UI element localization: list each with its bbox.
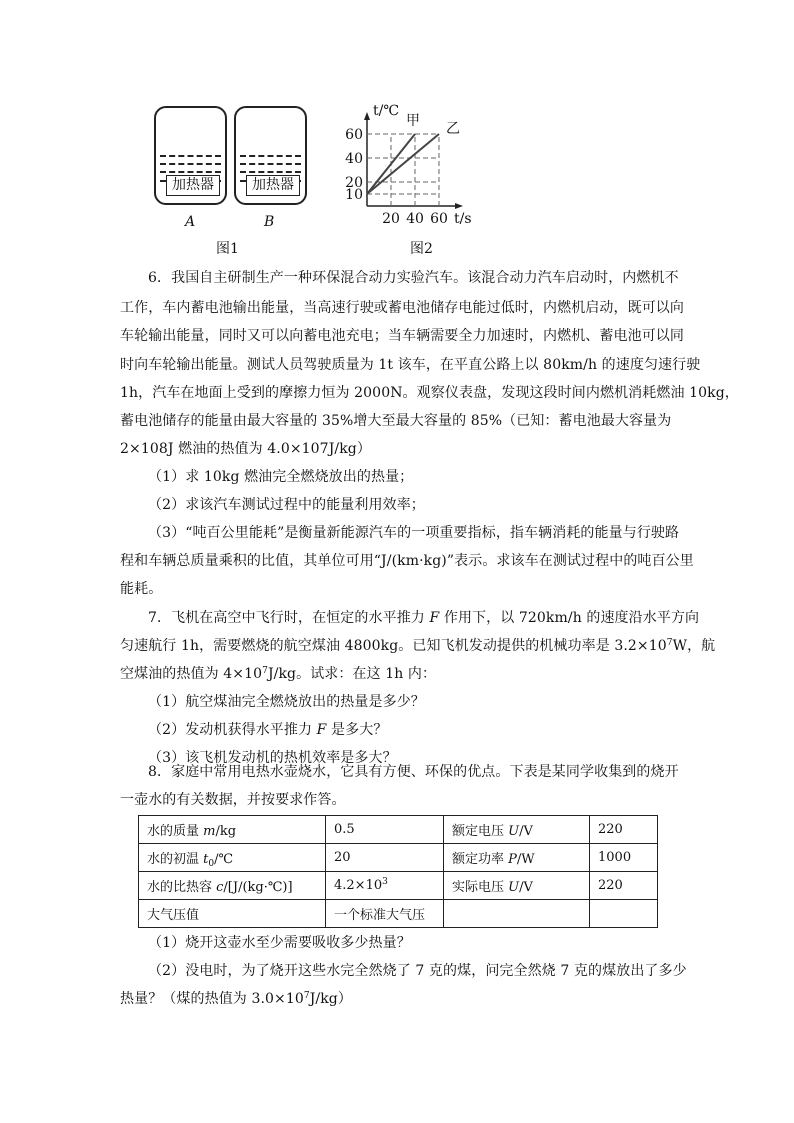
series-label-yi: 乙 bbox=[446, 121, 460, 137]
table-row bbox=[139, 872, 658, 900]
q6-line-5: 1h，汽车在地面上受到的摩擦力恒为 2000N。观察仪表盘，发现这段时间内燃机消耗燃油 10kg， bbox=[120, 385, 739, 401]
x-tick-label: 40 bbox=[406, 211, 424, 225]
q7-line-2: 匀速航行 1h，需要燃烧的航空煤油 4800kg。已知飞机发动提供的机械功率是 $3.2\times 10^7W$，航 bbox=[120, 638, 716, 654]
data-table bbox=[138, 815, 658, 928]
series-label-jia: 甲 bbox=[406, 113, 420, 129]
table-row bbox=[139, 900, 658, 928]
heater-box: 加热器 bbox=[166, 175, 220, 196]
table-cell bbox=[444, 900, 590, 928]
q6-line-7: 2×108J 燃油的热值为 4.0×107J/kg） bbox=[120, 441, 371, 457]
q7-line-1: 7．飞机在高空中飞行时，在恒定的水平推力 F 作用下，以 720km/h 的速度沿水平方向 bbox=[148, 610, 700, 626]
table-row bbox=[139, 844, 658, 872]
table-cell: 1000 bbox=[590, 844, 658, 872]
q6-sub-2: （2）求该汽车测试过程中的能量利用效率； bbox=[148, 497, 425, 513]
y-axis-arrow bbox=[364, 112, 370, 120]
q8-line-2: 一壶水的有关数据，并按要求作答。 bbox=[120, 792, 346, 808]
table-cell: 220 bbox=[590, 872, 658, 900]
q8-sub-1: （1）烧开这壶水至少需要吸收多少热量？ bbox=[148, 935, 411, 951]
q6-line-6: 蓄电池储存的能量由最大容量的 35%增大至最大容量的 85%（已知：蓄电池最大容量为 bbox=[120, 413, 672, 429]
table-cell: 0.5 bbox=[326, 816, 444, 844]
water-level-line bbox=[160, 171, 221, 173]
table-cell: 水的比热容 c/[J/(kg·℃)] bbox=[139, 872, 326, 900]
q6-sub-3-line-2: 程和车辆总质量乘积的比值，其单位可用“J/(km·kg)”表示。求该车在测试过程中的吨百公里 bbox=[120, 553, 694, 569]
table-cell: 水的初温 $t_0/℃$ bbox=[139, 844, 326, 872]
y-tick-label: 10 bbox=[345, 187, 363, 203]
y-tick-label: 20 bbox=[345, 175, 363, 191]
q6-line-3: 车轮输出能量，同时又可以向蓄电池充电；当车辆需要全力加速时，内燃机、蓄电池可以同 bbox=[120, 328, 684, 344]
q6-line-4: 时向车轮输出能量。测试人员驾驶质量为 1t 该车，在平直公路上以 80km/h 的速度匀速行驶 bbox=[120, 357, 701, 373]
q8-sub-2-line-1: （2）没电时，为了烧开这些水完全然烧了 7 克的煤，问完全然烧 7 克的煤放出了多少 bbox=[148, 963, 687, 979]
table-cell: 20 bbox=[326, 844, 444, 872]
y-tick-label: 60 bbox=[345, 127, 363, 143]
table-cell: 220 bbox=[590, 816, 658, 844]
q6-line-2: 工作，车内蓄电池输出能量，当高速行驶或蓄电池储存电能过低时，内燃机启动，既可以向 bbox=[120, 300, 684, 316]
table-cell: 大气压值 bbox=[139, 900, 326, 928]
water-level-line bbox=[240, 163, 301, 165]
beaker-a bbox=[154, 106, 227, 205]
x-axis-label: t/s bbox=[454, 211, 472, 225]
water-level-line bbox=[160, 163, 221, 165]
water-level-line bbox=[240, 171, 301, 173]
q7-sub-3: （3）该飞机发动机的热机效率是多大？ bbox=[148, 750, 397, 766]
table-cell: 额定功率 P/W bbox=[444, 844, 590, 872]
q6-sub-3-line-1: （3）“吨百公里能耗”是衡量新能源汽车的一项重要指标，指车辆消耗的能量与行驶路 bbox=[148, 525, 680, 541]
water-level-line bbox=[240, 155, 301, 157]
table-row bbox=[139, 816, 658, 844]
beaker-b bbox=[234, 106, 307, 205]
water-level-line bbox=[160, 155, 221, 157]
table-cell: $4.2\times 10^3$ bbox=[326, 872, 444, 900]
table-cell: 实际电压 U/V bbox=[444, 872, 590, 900]
q6-sub-1: （1）求 10kg 燃油完全燃烧放出的热量； bbox=[148, 469, 414, 485]
beaker-a-label: A bbox=[185, 214, 196, 230]
q8-sub-2-line-2: 热量？（煤的热值为 $3.0\times 10^7J/kg$） bbox=[120, 991, 352, 1007]
figure-2-chart bbox=[330, 95, 480, 225]
q7-line-3: 空煤油的热值为 $4\times 10^7J/kg$。试求：在这 1h 内： bbox=[120, 666, 437, 682]
y-tick-label: 40 bbox=[345, 151, 363, 167]
x-axis-arrow bbox=[455, 203, 463, 209]
q8-line-1: 8．家庭中常用电热水壶烧水，它具有方便、环保的优点。下表是某同学收集到的烧开 bbox=[148, 764, 679, 780]
figure-2-caption: 图2 bbox=[410, 241, 433, 257]
q7-sub-2: （2）发动机获得水平推力 F 是多大？ bbox=[148, 722, 388, 738]
table-cell: 额定电压 U/V bbox=[444, 816, 590, 844]
x-tick-label: 60 bbox=[430, 211, 448, 225]
q7-sub-1: （1）航空煤油完全燃烧放出的热量是多少？ bbox=[148, 694, 425, 710]
beaker-b-label: B bbox=[264, 214, 275, 230]
q6-line-1: 6．我国自主研制生产一种环保混合动力实验汽车。该混合动力汽车启动时，内燃机不 bbox=[148, 270, 679, 286]
y-axis-label: t/℃ bbox=[373, 103, 400, 119]
series-line-yi bbox=[367, 134, 439, 194]
q6-sub-3-line-3: 能耗。 bbox=[120, 581, 163, 597]
table-cell: 一个标准大气压 bbox=[326, 900, 444, 928]
figure-1-caption: 图1 bbox=[216, 241, 239, 257]
x-tick-label: 20 bbox=[382, 211, 400, 225]
heater-box: 加热器 bbox=[246, 175, 300, 196]
table-cell: 水的质量 m/kg bbox=[139, 816, 326, 844]
table-cell bbox=[590, 900, 658, 928]
